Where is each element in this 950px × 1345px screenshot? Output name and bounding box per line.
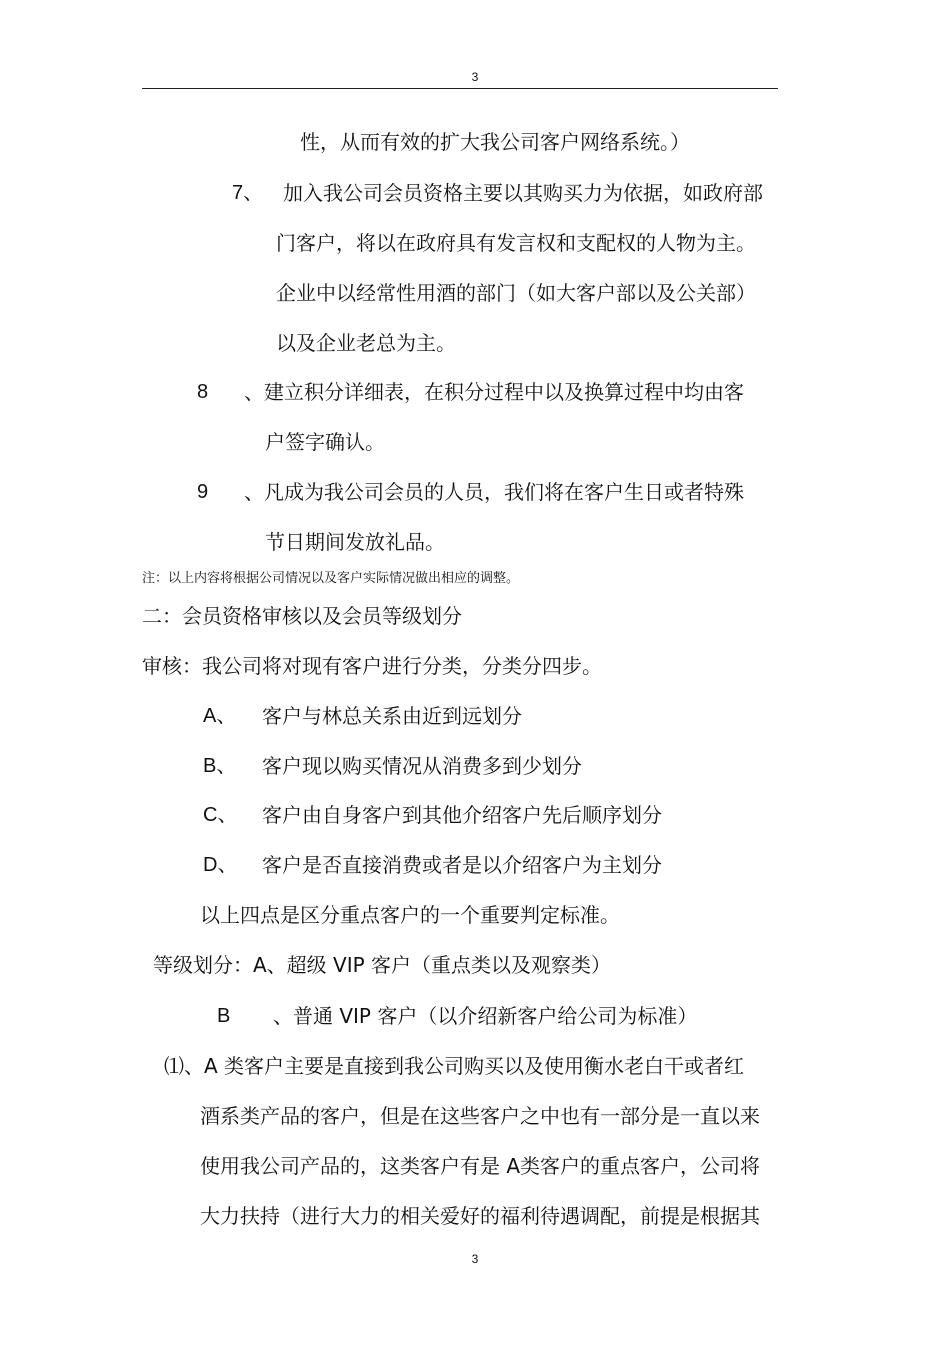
text-line: 加入我公司会员资格主要以其购买力为依据，如政府部	[283, 181, 763, 205]
text-line: 户签字确认。	[265, 430, 385, 454]
footer-page-number: 3	[471, 1252, 479, 1266]
text-line: 审核：我公司将对现有客户进行分类，分类分四步。	[142, 654, 602, 678]
text-line: ⑴、A 类客户主要是直接到我公司购买以及使用衡水老白干或者红	[164, 1054, 745, 1078]
text-line: 酒系类产品的客户，但是在这些客户之中也有一部分是一直以来	[200, 1104, 760, 1128]
list-letter-c: C、	[203, 804, 238, 826]
text-line: 客户是否直接消费或者是以介绍客户为主划分	[262, 853, 662, 877]
text-line: 性，从而有效的扩大我公司客户网络系统。）	[300, 130, 690, 154]
text-line: 门客户，将以在政府具有发言权和支配权的人物为主。	[276, 231, 756, 255]
section-heading: 二：会员资格审核以及会员等级划分	[142, 604, 462, 628]
text-line: 客户由自身客户到其他介绍客户先后顺序划分	[262, 803, 662, 827]
note-text: 注：以上内容将根据公司情况以及客户实际情况做出相应的调整。	[142, 571, 520, 586]
list-letter-d: D、	[203, 854, 238, 876]
header-rule	[142, 88, 778, 89]
text-line: 客户与林总关系由近到远划分	[262, 704, 522, 728]
text-line: 、建立积分详细表，在积分过程中以及换算过程中均由客	[244, 380, 744, 404]
header-page-number: 3	[471, 70, 479, 84]
list-letter-b: B、	[203, 755, 237, 777]
text-line: 、凡成为我公司会员的人员，我们将在客户生日或者特殊	[244, 480, 744, 504]
text-line: 客户现以购买情况从消费多到少划分	[262, 754, 582, 778]
text-line: 大力扶持（进行大力的相关爱好的福利待遇调配，前提是根据其	[200, 1204, 760, 1228]
list-number-8: 8	[197, 381, 209, 403]
text-line: 等级划分：A、超级 VIP 客户（重点类以及观察类）	[153, 953, 612, 977]
text-line: 节日期间发放礼品。	[265, 530, 445, 554]
text-line: 使用我公司产品的，这类客户有是 A类客户的重点客户，公司将	[200, 1154, 761, 1178]
text-line: 、普通 VIP 客户（以介绍新客户给公司为标准）	[273, 1004, 698, 1028]
grade-b-label: B	[217, 1005, 231, 1027]
list-number-7: 7、	[232, 182, 264, 204]
list-number-9: 9	[197, 481, 209, 503]
text-line: 企业中以经常性用酒的部门（如大客户部以及公关部）	[276, 281, 756, 305]
text-line: 以上四点是区分重点客户的一个重要判定标准。	[200, 903, 620, 927]
text-line: 以及企业老总为主。	[276, 331, 456, 355]
list-letter-a: A、	[203, 705, 237, 727]
